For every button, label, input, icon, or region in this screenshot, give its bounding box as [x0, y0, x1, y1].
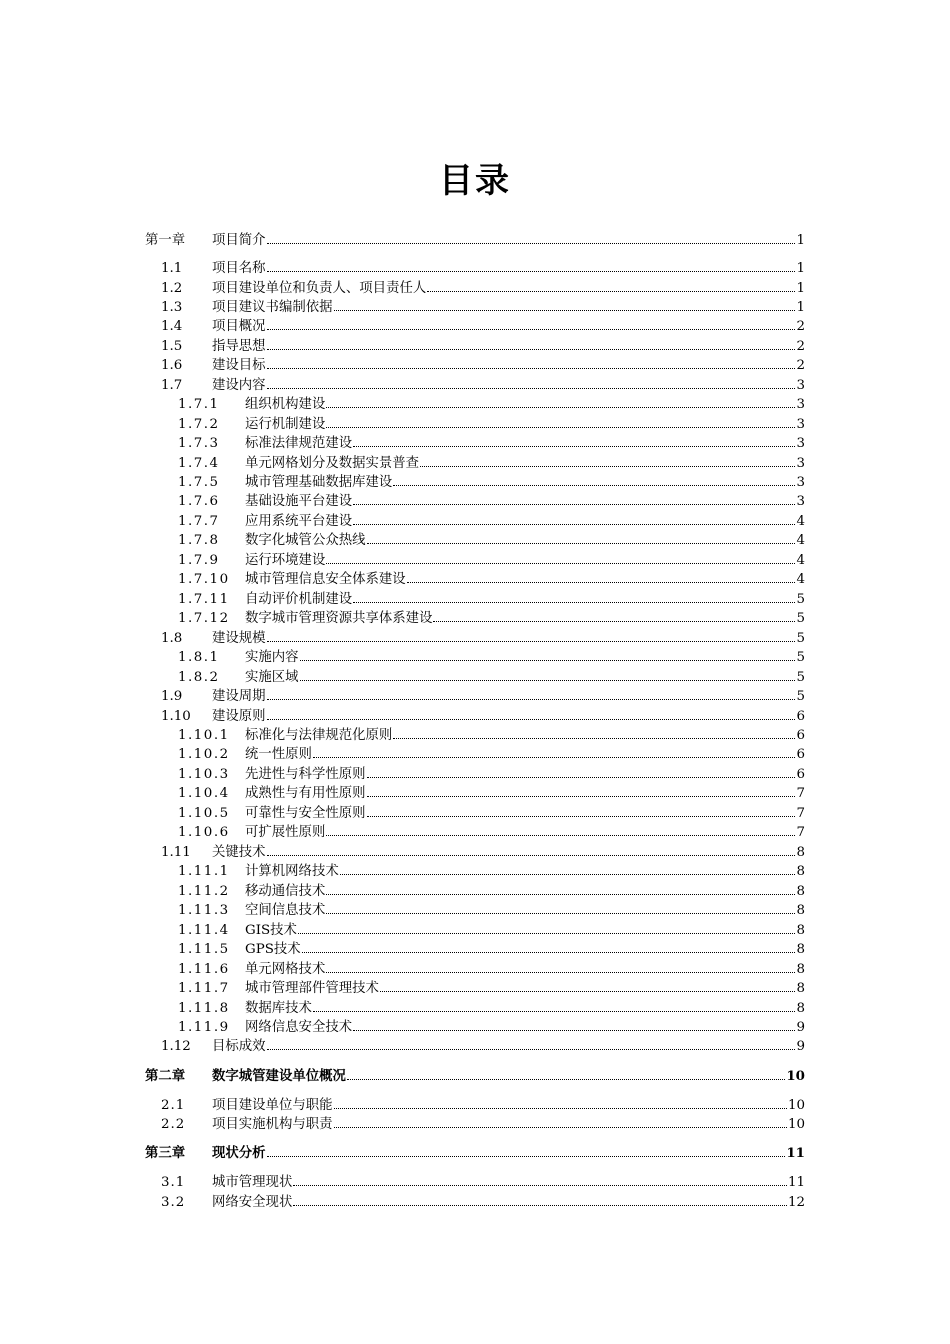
toc-entry-title: 实施区域 [245, 670, 299, 685]
toc-entry-title: 计算机网络技术 [245, 864, 339, 879]
toc-leader-dots [326, 394, 795, 408]
toc-entry-number: 1.10.1 [178, 728, 230, 743]
toc-entry-title: 指导思想 [212, 339, 266, 354]
toc-entry-page: 3 [796, 417, 805, 432]
toc-leader-dots [326, 550, 795, 564]
toc-entry-number: 1.1 [161, 261, 183, 276]
toc-entry-page: 5 [796, 592, 805, 607]
toc-entry-title: 项目名称 [212, 261, 266, 276]
toc-entry-title: 空间信息技术 [245, 903, 326, 918]
toc-entry-page: 1 [796, 281, 805, 296]
toc-entry-number: 1.7.9 [178, 553, 220, 568]
toc-leader-dots [334, 1114, 787, 1128]
toc-entry-page: 4 [796, 533, 805, 548]
toc-entry-page: 3 [796, 378, 805, 393]
toc-entry[interactable] [178, 1017, 805, 1037]
toc-entry-title: 项目建设单位和负责人、项目责任人 [212, 281, 427, 296]
toc-leader-dots [267, 686, 796, 700]
toc-entry[interactable] [161, 258, 805, 278]
toc-leader-dots [420, 453, 795, 467]
toc-entry[interactable] [178, 433, 805, 453]
toc-entry[interactable] [178, 783, 805, 803]
toc-entry-page: 4 [796, 514, 805, 529]
toc-entry-number: 3.1 [161, 1175, 186, 1190]
toc-entry-title: 标准化与法律规范化原则 [245, 728, 393, 743]
toc-entry[interactable] [178, 881, 805, 901]
toc-entry[interactable] [161, 278, 805, 298]
toc-entry-number: 1.7.2 [178, 417, 220, 432]
toc-leader-dots [267, 355, 796, 369]
toc-entry-number: 1.7 [161, 378, 183, 393]
toc-entry[interactable] [178, 725, 805, 745]
toc-entry-title: 单元网格技术 [245, 962, 326, 977]
toc-entry-title: 运行环境建设 [245, 553, 326, 568]
toc-entry-title: 统一性原则 [245, 747, 312, 762]
toc-entry-title: 城市管理部件管理技术 [245, 981, 379, 996]
toc-entry-title: 网络信息安全技术 [245, 1020, 353, 1035]
toc-entry-number: 3.2 [161, 1195, 186, 1210]
toc-entry-number: 1.5 [161, 339, 183, 354]
toc-entry[interactable] [161, 706, 805, 726]
toc-leader-dots [427, 278, 795, 292]
toc-leader-dots [300, 667, 796, 681]
toc-entry-number: 第三章 [145, 1145, 186, 1161]
toc-entry-number: 1.4 [161, 319, 183, 334]
toc-entry[interactable] [178, 647, 805, 667]
toc-leader-dots [300, 647, 796, 661]
toc-entry[interactable] [178, 764, 805, 784]
toc-leader-dots [298, 920, 796, 934]
toc-entry[interactable] [178, 414, 805, 434]
toc-entry[interactable] [178, 491, 805, 511]
toc-entry-title: 标准法律规范建设 [245, 436, 353, 451]
toc-entry-page: 2 [796, 319, 805, 334]
toc-entry-page: 8 [796, 923, 805, 938]
toc-entry-title: 可扩展性原则 [245, 825, 326, 840]
toc-entry-number: 1.11.8 [178, 1001, 230, 1016]
toc-entry-page: 11 [787, 1175, 805, 1190]
toc-entry[interactable] [178, 453, 805, 473]
toc-entry[interactable] [161, 316, 805, 336]
toc-entry-page: 7 [796, 806, 805, 821]
toc-entry-title: 项目概况 [212, 319, 266, 334]
toc-entry[interactable] [161, 686, 805, 706]
toc-entry-number: 1.9 [161, 689, 183, 704]
toc-entry-number: 第一章 [145, 233, 186, 248]
toc-entry-title: 数据库技术 [245, 1001, 312, 1016]
toc-leader-dots [267, 258, 796, 272]
toc-entry[interactable] [178, 920, 805, 940]
toc-entry-number: 1.6 [161, 358, 183, 373]
toc-leader-dots [267, 1036, 796, 1050]
toc-leader-dots [393, 472, 795, 486]
toc-leader-dots [313, 998, 796, 1012]
toc-leader-dots [267, 230, 796, 244]
toc-entry-page: 2 [796, 339, 805, 354]
toc-entry-title: 城市管理现状 [212, 1175, 293, 1190]
toc-entry-title: 组织机构建设 [245, 397, 326, 412]
toc-entry[interactable] [178, 608, 805, 628]
toc-entry-number: 1.11.1 [178, 864, 230, 879]
toc-leader-dots [267, 628, 796, 642]
toc-entry-page: 5 [796, 670, 805, 685]
toc-leader-dots [353, 589, 795, 603]
toc-leader-dots [326, 822, 795, 836]
toc-entry[interactable] [161, 1036, 805, 1056]
toc-entry-title: 关键技术 [212, 845, 266, 860]
toc-entry[interactable] [145, 230, 805, 250]
toc-entry-page: 9 [796, 1039, 805, 1054]
toc-entry-title: 项目建议书编制依据 [212, 300, 333, 315]
toc-entry-number: 1.2 [161, 281, 183, 296]
toc-leader-dots [347, 1066, 785, 1080]
toc-entry-number: 1.3 [161, 300, 183, 315]
toc-entry-page: 5 [796, 689, 805, 704]
toc-entry-number: 1.8.1 [178, 650, 220, 665]
toc-leader-dots [334, 297, 796, 311]
toc-leader-dots [267, 336, 796, 350]
toc-entry-page: 3 [796, 456, 805, 471]
toc-entry-number: 1.11.4 [178, 923, 230, 938]
toc-entry[interactable] [178, 394, 805, 414]
toc-entry[interactable] [161, 1172, 805, 1192]
toc-entry[interactable] [178, 861, 805, 881]
toc-entry-number: 1.7.7 [178, 514, 220, 529]
toc-leader-dots [326, 959, 795, 973]
toc-entry[interactable] [161, 355, 805, 375]
toc-entry[interactable] [145, 1066, 805, 1086]
toc-leader-dots [302, 939, 796, 953]
toc-leader-dots [380, 978, 796, 992]
toc-entry-number: 1.8.2 [178, 670, 220, 685]
toc-entry-number: 1.12 [161, 1039, 191, 1054]
toc-entry-page: 8 [796, 884, 805, 899]
toc-leader-dots [334, 1095, 787, 1109]
toc-entry-page: 10 [787, 1117, 805, 1132]
toc-entry-number: 1.11.2 [178, 884, 230, 899]
toc-entry[interactable] [178, 589, 805, 609]
toc-entry-page: 8 [796, 962, 805, 977]
toc-entry[interactable] [178, 550, 805, 570]
toc-entry[interactable] [178, 939, 805, 959]
toc-entry-title: 项目实施机构与职责 [212, 1117, 333, 1132]
toc-entry-title: 单元网格划分及数据实景普查 [245, 456, 420, 471]
toc-leader-dots [326, 900, 795, 914]
toc-entry[interactable] [161, 336, 805, 356]
toc-entry-title: 运行机制建设 [245, 417, 326, 432]
toc-leader-dots [353, 511, 795, 525]
toc-entry-page: 7 [796, 825, 805, 840]
toc-entry[interactable] [178, 822, 805, 842]
toc-entry-page: 5 [796, 650, 805, 665]
toc-entry-number: 1.10.6 [178, 825, 230, 840]
toc-entry-title: 城市管理基础数据库建设 [245, 475, 393, 490]
toc-entry-page: 3 [796, 436, 805, 451]
toc-entry-title: 应用系统平台建设 [245, 514, 353, 529]
toc-leader-dots [313, 744, 796, 758]
toc-entry-number: 1.11.9 [178, 1020, 230, 1035]
toc-entry[interactable] [161, 628, 805, 648]
toc-leader-dots [340, 861, 796, 875]
toc-entry-title: GIS技术 [245, 923, 297, 938]
toc-entry-page: 4 [796, 572, 805, 587]
toc-entry-title: 建设原则 [212, 709, 266, 724]
toc-entry[interactable] [178, 530, 805, 550]
toc-entry-number: 1.7.11 [178, 592, 230, 607]
toc-entry-number: 2.1 [161, 1098, 186, 1113]
toc-entry-page: 1 [796, 261, 805, 276]
toc-entry-number: 1.11.6 [178, 962, 230, 977]
toc-entry[interactable] [161, 842, 805, 862]
toc-entry-title: 成熟性与有用性原则 [245, 786, 366, 801]
toc-entry-title: GPS技术 [245, 942, 301, 957]
toc-entry-title: 自动评价机制建设 [245, 592, 353, 607]
toc-entry-page: 8 [796, 864, 805, 879]
toc-entry[interactable] [178, 667, 805, 687]
toc-leader-dots [433, 608, 795, 622]
toc-leader-dots [367, 764, 796, 778]
toc-entry-number: 1.11.7 [178, 981, 230, 996]
toc-entry-number: 1.11 [161, 845, 191, 860]
toc-entry[interactable] [161, 1192, 805, 1212]
toc-entry[interactable] [161, 1095, 805, 1115]
toc-entry-title: 建设内容 [212, 378, 266, 393]
toc-leader-dots [267, 842, 796, 856]
toc-entry-page: 8 [796, 981, 805, 996]
toc-entry[interactable] [178, 569, 805, 589]
toc-entry-title: 基础设施平台建设 [245, 494, 353, 509]
toc-entry-page: 3 [796, 475, 805, 490]
toc-leader-dots [367, 783, 796, 797]
toc-leader-dots [367, 530, 796, 544]
toc-entry-number: 1.7.5 [178, 475, 220, 490]
toc-entry-number: 1.10.2 [178, 747, 230, 762]
toc-entry-title: 网络安全现状 [212, 1195, 293, 1210]
toc-entry-page: 11 [786, 1145, 805, 1161]
toc-entry[interactable] [178, 959, 805, 979]
toc-entry[interactable] [178, 472, 805, 492]
toc-leader-dots [267, 1143, 786, 1157]
toc-entry-number: 1.8 [161, 631, 183, 646]
toc-entry-title: 现状分析 [212, 1145, 266, 1161]
toc-entry-page: 6 [796, 747, 805, 762]
toc-entry-page: 10 [786, 1068, 805, 1084]
toc-leader-dots [267, 316, 796, 330]
toc-entry-number: 1.7.10 [178, 572, 230, 587]
toc-entry-title: 目标成效 [212, 1039, 266, 1054]
toc-entry-page: 3 [796, 494, 805, 509]
toc-entry-title: 城市管理信息安全体系建设 [245, 572, 406, 587]
toc-entry-number: 1.7.3 [178, 436, 220, 451]
toc-entry-page: 2 [796, 358, 805, 373]
toc-entry-page: 8 [796, 845, 805, 860]
toc-entry-page: 1 [796, 300, 805, 315]
toc-entry-title: 项目建设单位与职能 [212, 1098, 333, 1113]
toc-entry-title: 可靠性与安全性原则 [245, 806, 366, 821]
toc-entry-number: 1.7.4 [178, 456, 220, 471]
toc-entry-title: 建设周期 [212, 689, 266, 704]
toc-entry-page: 5 [796, 631, 805, 646]
toc-entry-title: 移动通信技术 [245, 884, 326, 899]
toc-entry-number: 第二章 [145, 1068, 186, 1084]
toc-entry[interactable] [178, 511, 805, 531]
toc-entry-number: 1.7.8 [178, 533, 220, 548]
toc-entry-page: 10 [787, 1098, 805, 1113]
toc-leader-dots [326, 881, 795, 895]
toc-entry-title: 数字化城管公众热线 [245, 533, 366, 548]
toc-entry-number: 1.11.3 [178, 903, 230, 918]
toc-leader-dots [353, 491, 795, 505]
toc-entry-title: 数字城市管理资源共享体系建设 [245, 611, 433, 626]
toc-entry[interactable] [161, 375, 805, 395]
toc-leader-dots [367, 803, 796, 817]
toc-entry-page: 9 [796, 1020, 805, 1035]
toc-entry-number: 1.10.3 [178, 767, 230, 782]
page-title: 目录 [439, 161, 511, 201]
toc-entry-title: 建设规模 [212, 631, 266, 646]
toc-entry-page: 7 [796, 786, 805, 801]
toc-entry-page: 1 [796, 233, 805, 248]
toc-leader-dots [293, 1172, 787, 1186]
toc-entry[interactable] [178, 803, 805, 823]
toc-leader-dots [293, 1192, 787, 1206]
toc-entry-title: 建设目标 [212, 358, 266, 373]
toc-leader-dots [267, 375, 796, 389]
toc-leader-dots [326, 414, 795, 428]
toc-entry[interactable] [178, 998, 805, 1018]
toc-entry-number: 1.10.5 [178, 806, 230, 821]
toc-entry[interactable] [178, 900, 805, 920]
toc-leader-dots [353, 1017, 795, 1031]
toc-entry[interactable] [161, 297, 805, 317]
toc-entry-page: 5 [796, 611, 805, 626]
toc-entry-number: 1.7.6 [178, 494, 220, 509]
toc-entry-number: 1.7.12 [178, 611, 230, 626]
toc-leader-dots [353, 433, 795, 447]
toc-entry-title: 数字城管建设单位概况 [212, 1068, 346, 1084]
toc-entry-number: 1.10.4 [178, 786, 230, 801]
toc-entry[interactable] [178, 978, 805, 998]
toc-entry-number: 1.7.1 [178, 397, 220, 412]
toc-entry-page: 8 [796, 903, 805, 918]
toc-entry-page: 8 [796, 942, 805, 957]
toc-entry-page: 12 [787, 1195, 805, 1210]
toc-entry-title: 实施内容 [245, 650, 299, 665]
toc-entry-page: 6 [796, 728, 805, 743]
toc-entry-number: 2.2 [161, 1117, 186, 1132]
toc-leader-dots [267, 706, 796, 720]
toc-entry-title: 项目简介 [212, 233, 266, 248]
toc-entry-number: 1.10 [161, 709, 191, 724]
toc-entry-page: 4 [796, 553, 805, 568]
toc-entry-page: 6 [796, 709, 805, 724]
toc-entry-number: 1.11.5 [178, 942, 230, 957]
toc-entry-page: 6 [796, 767, 805, 782]
toc-entry[interactable] [145, 1143, 805, 1163]
toc-leader-dots [407, 569, 796, 583]
toc-entry[interactable] [161, 1114, 805, 1134]
toc-entry-title: 先进性与科学性原则 [245, 767, 366, 782]
toc-entry[interactable] [178, 744, 805, 764]
toc-entry-page: 8 [796, 1001, 805, 1016]
toc-entry-page: 3 [796, 397, 805, 412]
toc-leader-dots [393, 725, 795, 739]
